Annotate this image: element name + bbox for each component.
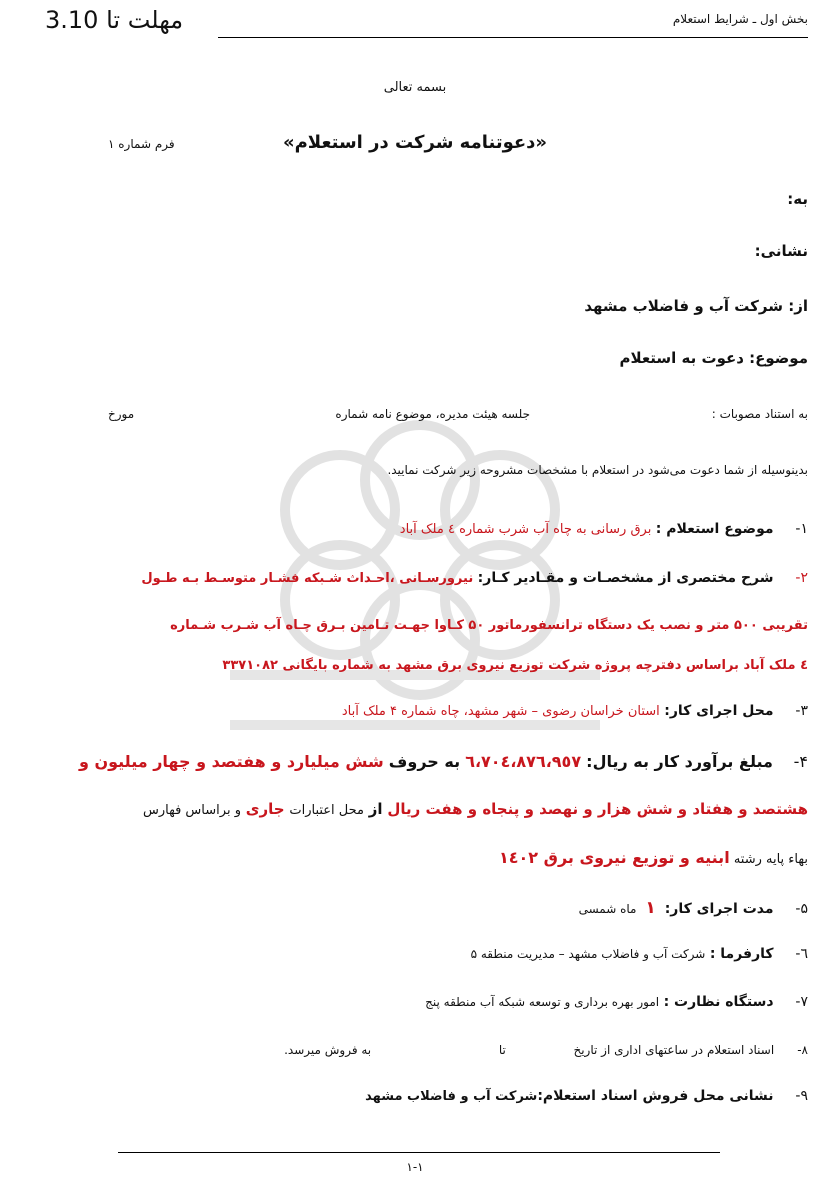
source-text: محل اعتبارات: [289, 803, 364, 818]
duration-unit: ماه شمسی: [578, 902, 637, 916]
item-sale-address: [365, 1088, 808, 1104]
to-field: [787, 190, 808, 208]
source-label: از: [368, 800, 383, 818]
reference-text: جلسه هیئت مدیره، موضوع نامه شماره: [335, 407, 530, 421]
form-number: فرم شماره ۱: [108, 137, 175, 151]
price-list-value: ابنیه و توزیع نیروی برق ۱٤۰۲: [499, 848, 730, 867]
item-label: کارفرما :: [709, 946, 774, 962]
subject-field: [619, 349, 808, 367]
from-field: [584, 297, 808, 315]
item-number: ۳-: [795, 703, 808, 719]
item-label: مبلغ برآورد کار به ریال:: [586, 752, 773, 771]
item-location: [342, 703, 808, 719]
intro-text: بدینوسیله از شما دعوت می‌شود در استعلام با مشخصات مشروحه زیر شرکت نمایید.: [387, 463, 808, 477]
section-header: بخش اول ـ شرایط استعلام: [672, 12, 808, 26]
to-label: به:: [787, 190, 808, 208]
item-value: نیرورسـانی ،احـداث شـبکه فشـار متوسـط بـه طـول: [141, 571, 474, 586]
item-number: ۱-: [795, 521, 808, 537]
item-employer: [471, 946, 808, 962]
item-number: ۷-: [795, 994, 808, 1010]
item-label: نشانی محل فروش اسناد استعلام:: [537, 1088, 774, 1104]
item-number: ۹-: [795, 1088, 808, 1104]
address-label: نشانی:: [754, 242, 808, 260]
item-description-line3: ٤ ملک آباد براساس دفترچه پروژه شرکت توزیع نیروی برق مشهد به شماره بایگانی ۳۳۷۱۰۸۲: [222, 658, 808, 673]
item-description: [141, 570, 808, 586]
estimate-words: شش میلیارد و هفتصد و چهار میلیون و: [78, 752, 384, 771]
item-label: مدت اجرای کار:: [664, 901, 774, 917]
item-subject: [400, 521, 808, 537]
item-estimate-line2: [20, 800, 808, 818]
page-number: ۱-۱: [406, 1160, 424, 1174]
sale-tail: به فروش میرسد.: [284, 1043, 372, 1057]
item-duration: [579, 898, 808, 918]
from-label: از:: [788, 297, 808, 315]
subject-value: دعوت به استعلام: [619, 349, 744, 367]
basmala: بسمه تعالی: [383, 80, 447, 95]
reference-date-label: مورخ: [108, 407, 135, 421]
item-label: موضوع استعلام :: [655, 521, 774, 537]
item-label: دستگاه نظارت :: [663, 994, 774, 1010]
item-supervisor: [425, 994, 808, 1010]
subject-label: موضوع:: [749, 349, 808, 367]
from-value: شرکت آب و فاضلاب مشهد: [584, 297, 783, 315]
item-label: محل اجرای کار:: [664, 703, 774, 719]
item-value: امور بهره برداری و توسعه شبکه آب منطقه پنج: [425, 995, 660, 1009]
estimate-amount: ٦،٧٠٤،٨٧٦،٩٥٧: [465, 752, 582, 771]
item-estimate: [79, 752, 808, 771]
estimate-words-continued: هشتصد و هفتاد و شش هزار و نهصد و پنجاه و هفت ریال: [387, 800, 808, 818]
item-sale-dates: [284, 1043, 808, 1057]
item-number: ٦-: [795, 946, 808, 962]
item-label: شرح مختصری از مشخصـات و مقـادیر کـار:: [477, 570, 774, 586]
item-description-line2: تقریبی ۵۰۰ متر و نصب یک دستگاه ترانسفورماتور ۵۰ کـاوا جهـت تـامین بـرق چـاه آب شـرب شـماره: [170, 618, 808, 633]
item-estimate-line3: [20, 848, 808, 867]
words-label: به حروف: [388, 752, 461, 771]
item-value: شرکت آب و فاضلاب مشهد: [365, 1089, 538, 1104]
form-title: «دعوتنامه شرکت در استعلام»: [282, 132, 548, 153]
address-field: [755, 242, 808, 260]
item-value: استان خراسان رضوی – شهر مشهد، چاه شماره ۴ ملک آباد: [341, 704, 660, 719]
item-value: شرکت آب و فاضلاب مشهد – مدیریت منطقه ۵: [470, 947, 706, 961]
item-value: برق رسانی به چاه آب شرب شماره ٤ ملک آباد: [399, 522, 652, 537]
item-number: ۵-: [795, 901, 808, 917]
sale-to: تا: [498, 1043, 506, 1057]
source-value: جاری: [245, 800, 285, 818]
item-number: ۴-: [793, 752, 808, 771]
price-list-text: بهاء پایه رشته: [733, 852, 808, 867]
item-number: ۸-: [797, 1043, 808, 1057]
sale-text: اسناد استعلام در ساعتهای اداری از تاریخ: [573, 1043, 775, 1057]
source-tail: و براساس فهارس: [142, 803, 241, 818]
deadline-note: مهلت تا 3.10: [45, 6, 184, 34]
header-divider: [218, 37, 808, 38]
reference-label: به استناد مصوبات :: [711, 407, 808, 421]
item-number: ۲-: [795, 570, 808, 586]
duration-value: ۱: [645, 898, 656, 918]
footer-divider: [118, 1152, 720, 1153]
